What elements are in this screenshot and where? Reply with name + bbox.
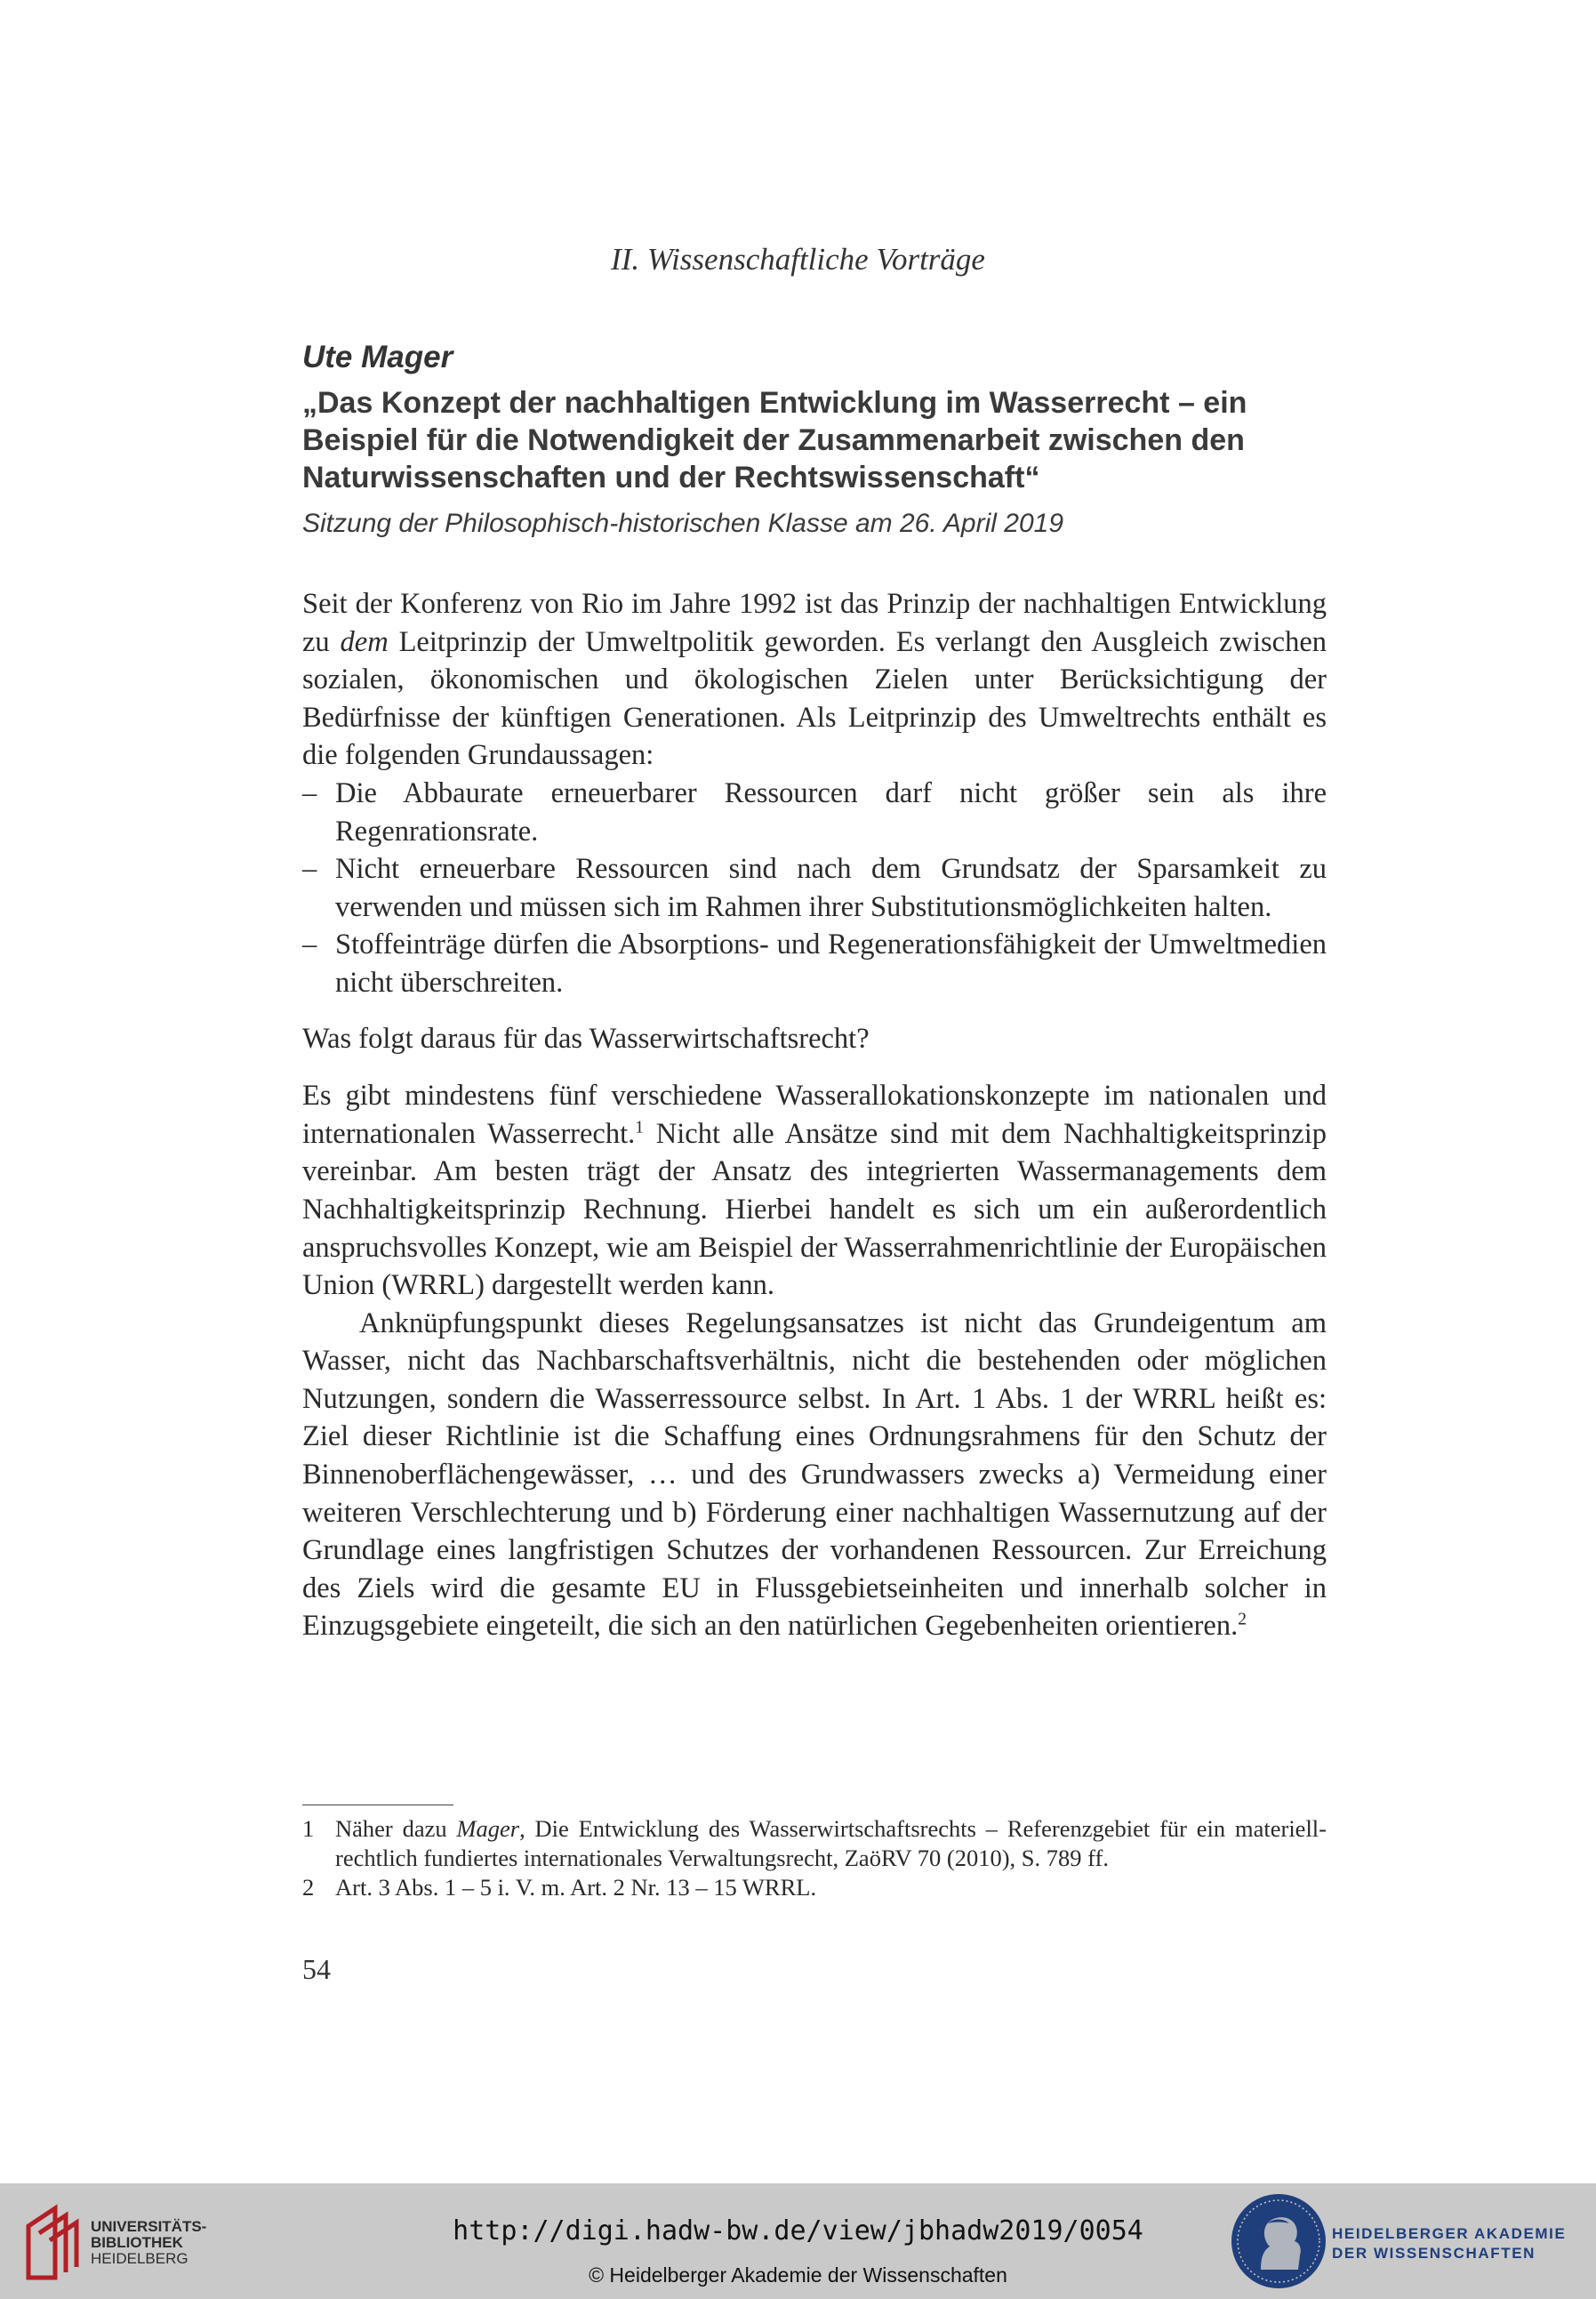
page-number: 54 [302, 1953, 331, 1985]
footnotes [302, 1814, 1327, 1902]
list-item: – Nicht erneuerbare Ressourcen sind nach dem Grundsatz der Sparsamkeit zu verwenden und müssen sich im Rahmen ihrer Substitutionsmöglichkeiten halten. [302, 850, 1327, 926]
footnote: 1 Näher dazu Mager, Die Entwicklung des Wasserwirtschaftsrechts – Referenzgebiet für ein materiell-rechtlich fundiertes internationales Verwaltungsrecht, ZaöRV 70 (2010), S. 789 ff. [302, 1815, 1327, 1871]
dash-marker: – [302, 928, 317, 961]
emphasis: Mager [456, 1815, 520, 1842]
dash-marker: – [302, 853, 317, 886]
source-url-link[interactable]: http://digi.hadw-bw.de/view/jbhadw2019/0054 [453, 2215, 1143, 2247]
footnote: 2 Art. 3 Abs. 1 – 5 i. V. m. Art. 2 Nr. 13 – 15 WRRL. [302, 1874, 817, 1901]
body-text [302, 585, 1327, 1645]
footnote-ref[interactable]: 2 [1238, 1610, 1247, 1629]
principles-list [302, 775, 1327, 1002]
session-info: Sitzung der Philosophisch-historischen Klasse am 26. April 2019 [302, 509, 1064, 538]
footnote-number: 1 [302, 1815, 315, 1842]
paragraph-question: Was folgt daraus für das Wasserwirtschaftsrecht? [302, 1022, 870, 1055]
title-line: Beispiel für die Notwendigkeit der Zusammenarbeit zwischen den [302, 423, 1245, 457]
dash-marker: – [302, 776, 317, 809]
list-item: – Die Abbaurate erneuerbarer Ressourcen darf nicht größer sein als ihre Regenrationsrate. [302, 775, 1327, 850]
footnote-number: 2 [302, 1874, 315, 1901]
footer-bar [0, 2183, 1596, 2299]
running-head: II. Wissenschaftliche Vorträge [611, 242, 985, 277]
paragraph-intro: Seit der Konferenz von Rio im Jahre 1992 ist das Prinzip der nachhaltigen Entwicklung zu dem Leitprinzip der Umweltpolitik geworden. Es verlangt den Ausgleich zwischen sozialen, ökonomischen und ökologischen Zielen unter Berücksichtigung der Bedürfnisse der künftigen Generationen. Als Leitprinzip des Umweltrechts enthält es die folgenden Grundaussagen: [302, 588, 1327, 772]
footnote-ref[interactable]: 1 [635, 1118, 644, 1137]
title-line: „Das Konzept der nachhaltigen Entwicklung im Wasserrecht – ein [302, 386, 1247, 420]
lecture-title [302, 384, 1327, 496]
university-library-name: UNIVERSITÄTS- BIBLIOTHEK HEIDELBERG [91, 2218, 207, 2267]
copyright-notice: © Heidelberger Akademie der Wissenschaften [589, 2263, 1007, 2287]
author-name: Ute Mager [302, 340, 453, 374]
academy-seal-icon[interactable] [1229, 2191, 1328, 2291]
list-item: – Stoffeinträge dürfen die Absorptions- und Regenerationsfähigkeit der Umweltmedien nicht überschreiten. [302, 926, 1327, 1001]
emphasis: dem [340, 625, 389, 658]
title-line: Naturwissenschaften und der Rechtswissenschaft“ [302, 461, 1040, 494]
paragraph-wrrl: Anknüpfungspunkt dieses Regelungsansatzes ist nicht das Grundeigentum am Wasser, nicht das Nachbarschaftsverhältnis, nicht die bestehenden oder möglichen Nutzungen, sondern die Wasserressource selbst. In Art. 1 Abs. 1 der WRRL heißt es: Ziel dieser Richtlinie ist die Schaffung eines Ordnungsrahmens für den Schutz der Binnenoberflächengewässer, … und des Grundwassers zwecks a) Vermeidung einer weiteren Verschlechterung und b) Förderung einer nachhaltigen Wassernutzung auf der Grundlage eines langfristigen Schutzes der vorhandenen Ressourcen. Zur Erreichung des Ziels wird die gesamte EU in Flussgebietseinheiten und innerhalb solcher in Einzugsgebiete eingeteilt, die sich an den natürlichen Gegebenheiten orientieren.$^2$ [302, 1306, 1327, 1643]
academy-name: HEIDELBERGER AKADEMIE DER WISSENSCHAFTEN [1332, 2225, 1567, 2262]
paragraph-allocation: Es gibt mindestens fünf verschiedene Wasserallokationskonzepte im nationalen und internationalen Wasserrecht.$^1$ Nicht alle Ansätze sind mit dem Nachhaltigkeitsprinzip vereinbar. Am besten trägt der Ansatz des integrierten Wassermanagements dem Nachhaltigkeitsprinzip Rechnung. Hierbei handelt es sich um ein außerordentlich anspruchsvolles Konzept, wie am Beispiel der Wasserrahmenrichtlinie der Europäischen Union (WRRL) dargestellt werden kann. [302, 1080, 1327, 1302]
